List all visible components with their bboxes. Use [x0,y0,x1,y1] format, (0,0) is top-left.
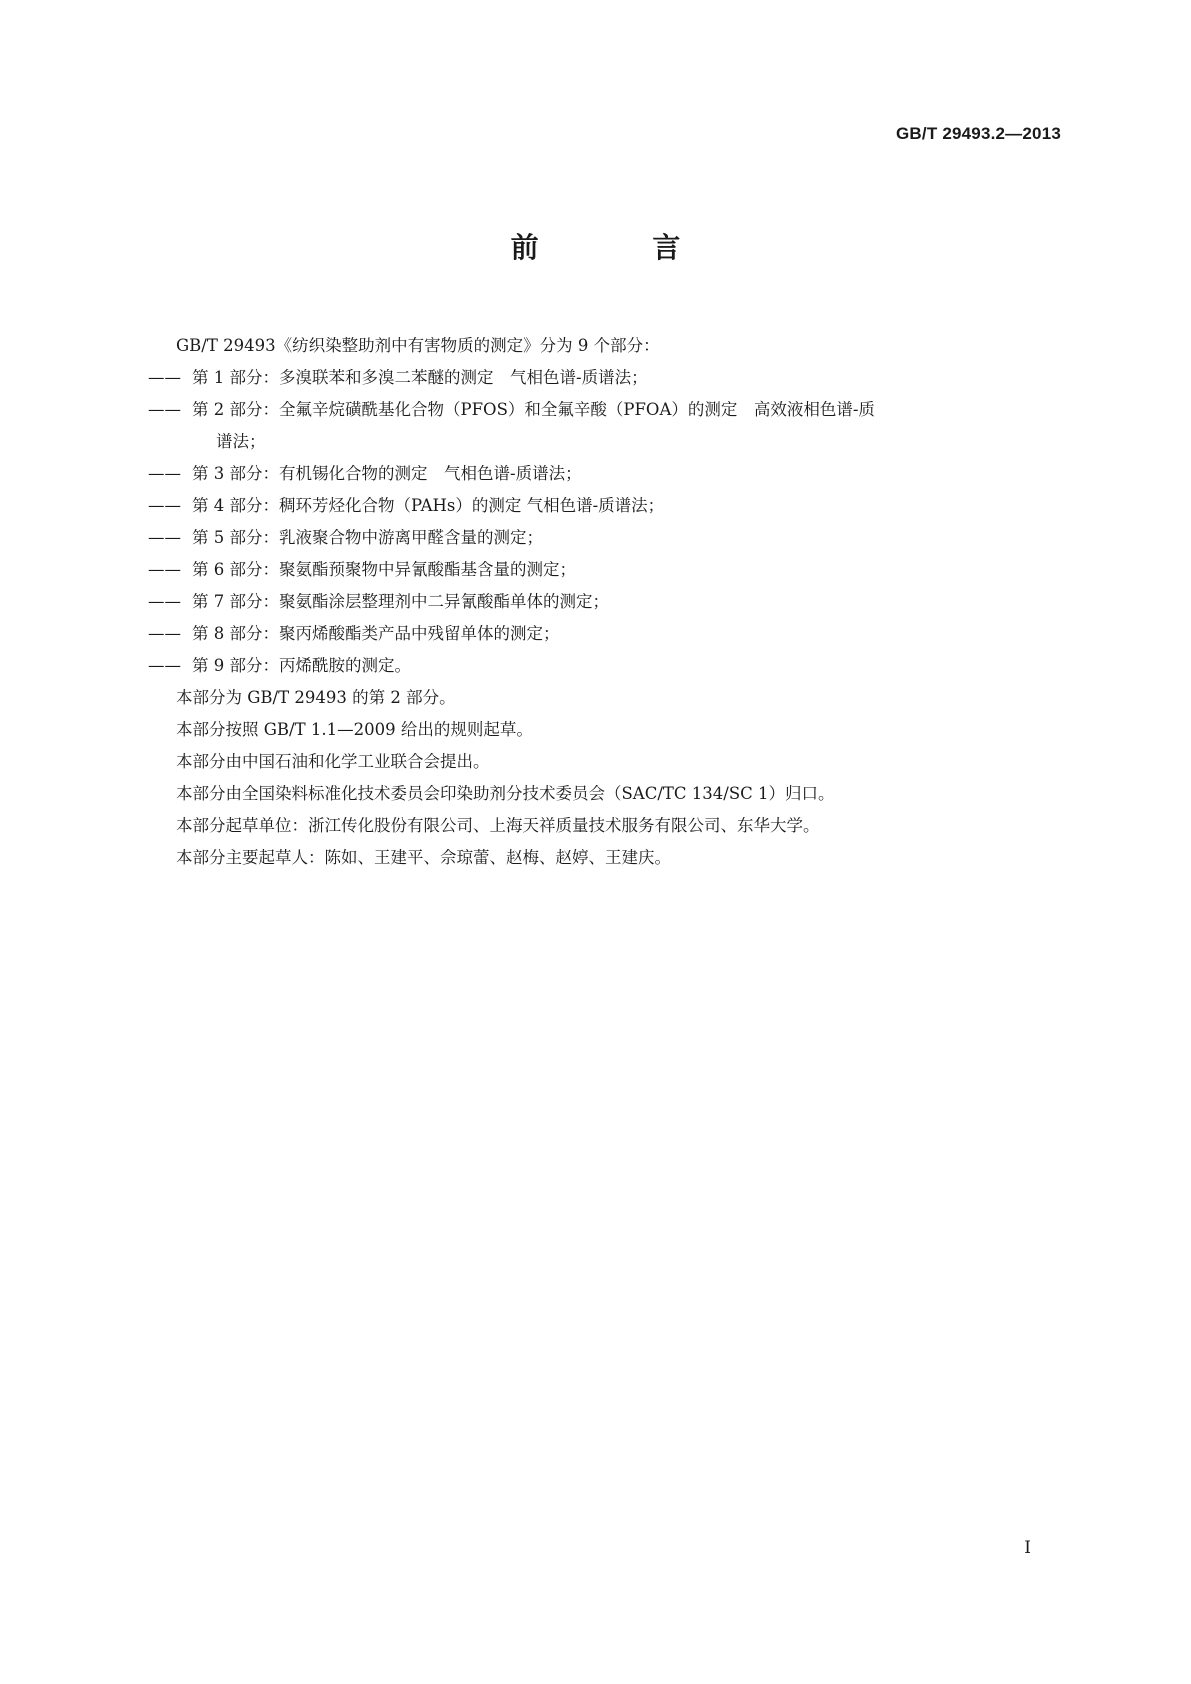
standard-number: GB/T 29493.2—2013 [896,124,1061,143]
part-item-5 [148,522,1066,554]
part-text: 第 1 部分：多溴联苯和多溴二苯醚的测定 气相色谱-质谱法； [192,368,648,387]
part-text: 第 8 部分：聚丙烯酸酯类产品中残留单体的测定； [192,624,560,643]
part-item-7 [148,586,1066,618]
part-item-1 [148,362,1066,394]
list-dash: —— [148,400,181,419]
statement-committee: 本部分由全国染料标准化技术委员会印染助剂分技术委员会（SAC/TC 134/SC 1）归口。 [176,784,835,803]
statement-drafting-units: 本部分起草单位：浙江传化股份有限公司、上海天祥质量技术服务有限公司、东华大学。 [176,816,820,835]
statement-drafting-rules: 本部分按照 GB/T 1.1—2009 给出的规则起草。 [176,720,533,739]
list-dash: —— [148,368,181,387]
part-item-3 [148,458,1066,490]
page-number: I [1024,1538,1031,1558]
statement-part-number: 本部分为 GB/T 29493 的第 2 部分。 [176,688,456,707]
part-item-9 [148,650,1066,682]
intro-paragraph: GB/T 29493《纺织染整助剂中有害物质的测定》分为 9 个部分： [176,336,660,355]
part-item-4 [148,490,1066,522]
part-item-6 [148,554,1066,586]
part-text: 第 9 部分：丙烯酰胺的测定。 [192,656,411,675]
page-title: 前 言 [510,231,733,264]
statement-drafters: 本部分主要起草人：陈如、王建平、佘琼蕾、赵梅、赵婷、王建庆。 [176,848,671,867]
list-dash: —— [148,624,181,643]
part-item-2 [148,394,1066,426]
list-dash: —— [148,464,181,483]
list-dash: —— [148,592,181,611]
foreword-body [148,330,1066,874]
part-item-8 [148,618,1066,650]
list-dash: —— [148,656,181,675]
part-text: 第 7 部分：聚氨酯涂层整理剂中二异氰酸酯单体的测定； [192,592,609,611]
part-item-2-continuation [176,426,1066,458]
list-dash: —— [148,496,181,515]
list-dash: —— [148,528,181,547]
part-text: 第 2 部分：全氟辛烷磺酰基化合物（PFOS）和全氟辛酸（PFOA）的测定 高效液相色谱-质 [192,400,875,419]
part-text: 第 3 部分：有机锡化合物的测定 气相色谱-质谱法； [192,464,582,483]
list-dash: —— [148,560,181,579]
part-text: 第 5 部分：乳液聚合物中游离甲醛含量的测定； [192,528,543,547]
statement-proposer: 本部分由中国石油和化学工业联合会提出。 [176,752,490,771]
part-text: 第 6 部分：聚氨酯预聚物中异氰酸酯基含量的测定； [192,560,576,579]
part-text: 谱法； [216,432,266,451]
part-text: 第 4 部分：稠环芳烃化合物（PAHs）的测定 气相色谱-质谱法； [192,496,665,515]
